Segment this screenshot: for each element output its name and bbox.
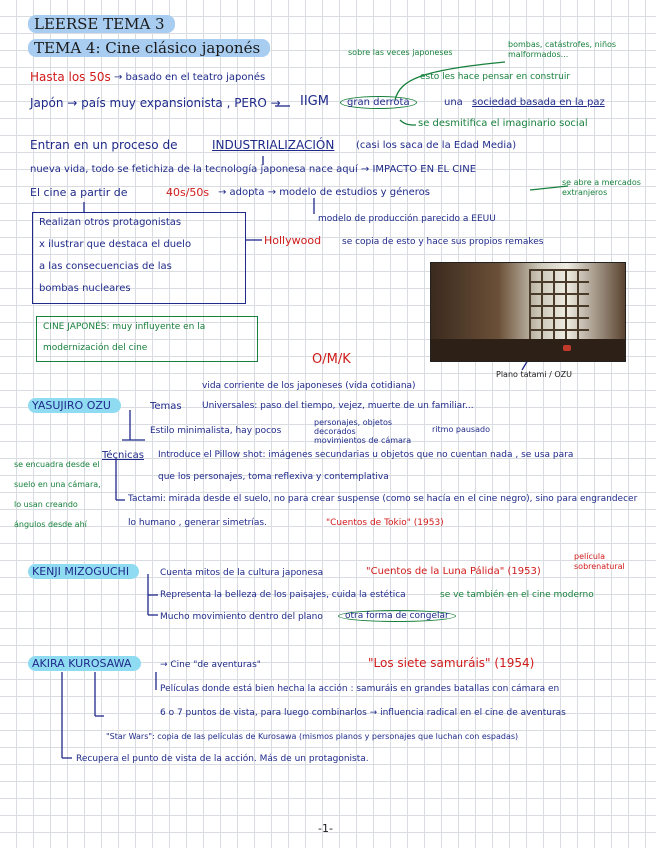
ozu-side3: lo usan creando bbox=[14, 500, 78, 509]
intro-40s50s: 40s/50s bbox=[166, 186, 210, 199]
ozu-side2: suelo en una cámara, bbox=[14, 480, 101, 489]
kurosawa-l2: Películas donde está bien hecha la acción : samuráis en grandes batallas con cámara en bbox=[160, 684, 560, 694]
ozu-name: YASUJIRO OZU bbox=[28, 398, 121, 413]
intro-hollywood-rest: se copia de esto y hace sus propios remakes bbox=[342, 237, 544, 247]
intro-cine-partir: El cine a partir de bbox=[30, 186, 128, 199]
ozu-estilo-a: personajes, objetos bbox=[314, 418, 393, 427]
ozu-cuentos-tokio: "Cuentos de Tokio" (1953) bbox=[326, 518, 444, 528]
box-l3: a las consecuencias de las bbox=[39, 261, 172, 272]
ozu-tecnicas: Técnicas bbox=[102, 450, 145, 461]
ozu-tec-b1: Tactami: mirada desde el suelo, no para crear suspense (como se hacía en el cine negro), sino para engrandecer bbox=[128, 494, 638, 504]
ozu-side4: ángulos desde ahí bbox=[14, 520, 87, 529]
mizoguchi-l2-green: se ve también en el cine moderno bbox=[440, 590, 594, 600]
kurosawa-samurais: "Los siete samuráis" (1954) bbox=[368, 656, 535, 670]
intro-modelo-eeuu: modelo de producción parecido a EEUU bbox=[318, 214, 496, 224]
mizoguchi-l2: Representa la belleza de los paisajes, cuida la estética bbox=[160, 590, 406, 600]
mizoguchi-luna: "Cuentos de la Luna Pálida" (1953) bbox=[366, 566, 541, 577]
box-cine-japones bbox=[36, 316, 258, 362]
ozu-side1: se encuadra desde el bbox=[14, 460, 100, 469]
intro-adopta: → adopta → modelo de estudios y géneros bbox=[218, 187, 430, 198]
title-leerse: LEERSE TEMA 3 bbox=[28, 15, 175, 33]
ozu-temas-a: vida corriente de los japoneses (vida cotidiana) bbox=[202, 381, 416, 391]
intro-l1-rest: → basado en el teatro japonés bbox=[114, 72, 266, 83]
intro-mercados: se abre a mercados extranjeros bbox=[562, 178, 641, 197]
mizoguchi-l3: Mucho movimiento dentro del plano bbox=[160, 612, 323, 622]
box-protagonistas bbox=[32, 212, 246, 304]
page-number: -1- bbox=[318, 822, 333, 835]
mizoguchi-l1: Cuenta mitos de la cultura japonesa bbox=[160, 568, 324, 578]
kurosawa-l1: → Cine "de aventuras" bbox=[160, 660, 261, 670]
intro-igm: IIGM bbox=[300, 94, 329, 109]
intro-l2-left: Japón → país muy expansionista , PERO → bbox=[30, 96, 281, 110]
intro-esto-note: esto les hace pensar en construir bbox=[420, 72, 571, 82]
box2-l1: CINE JAPONÉS: muy influyente en la bbox=[43, 322, 206, 332]
film-still-image bbox=[430, 262, 626, 362]
intro-entran: Entran en un proceso de bbox=[30, 138, 178, 152]
mizoguchi-note: película sobrenatural bbox=[574, 552, 625, 571]
intro-sociedad: sociedad basada en la paz bbox=[472, 97, 605, 108]
photo-caption: Plano tatami / OZU bbox=[496, 370, 572, 379]
ozu-tec-b2: lo humano , generar simetrías. bbox=[128, 518, 267, 528]
kurosawa-l4: "Star Wars": copia de las películas de Kurosawa (mismos planos y personajes que luchan con espadas) bbox=[106, 732, 519, 741]
title-tema: TEMA 4: Cine clásico japonés bbox=[28, 39, 270, 57]
box2-l2: modernización del cine bbox=[43, 343, 148, 353]
intro-industrializacion: INDUSTRIALIZACIÓN bbox=[212, 138, 335, 152]
mizoguchi-ellipse: otra forma de congelar bbox=[338, 610, 456, 622]
box-l2: x ilustrar que destaca el duelo bbox=[39, 239, 192, 250]
intro-hollywood: Hollywood bbox=[264, 234, 322, 247]
intro-l1-red: Hasta los 50s bbox=[30, 70, 111, 84]
intro-green-note: sobre las veces japoneses bbox=[348, 48, 453, 57]
ozu-tec-a2: que los personajes, toma reflexiva y contemplativa bbox=[158, 472, 389, 482]
intro-una: una bbox=[444, 97, 463, 108]
ozu-tec-a1: Introduce el Pillow shot: imágenes secundarias u objetos que no cuentan nada , se usa para bbox=[158, 450, 574, 460]
ozu-estilo: Estilo minimalista, hay pocos bbox=[150, 426, 282, 436]
intro-edad-media: (casi los saca de la Edad Media) bbox=[356, 140, 517, 151]
intro-note-tr: bombas, catástrofes, niños malformados... bbox=[508, 40, 617, 59]
ozu-temas-b: Universales: paso del tiempo, vejez, muerte de un familiar... bbox=[202, 401, 474, 411]
ozu-estilo-c: movimientos de cámara bbox=[314, 436, 412, 445]
omk-label: O/M/K bbox=[312, 352, 351, 367]
intro-derrota: gran derrota bbox=[340, 96, 417, 109]
intro-nueva-vida: nueva vida, todo se fetichiza de la tecnología japonesa nace aquí → IMPACTO EN EL CINE bbox=[30, 164, 477, 175]
ozu-estilo-b: decorados bbox=[314, 427, 356, 436]
ozu-ritmo: ritmo pausado bbox=[432, 425, 490, 434]
box-l1: Realizan otros protagonistas bbox=[39, 217, 182, 228]
kurosawa-l3: 6 o 7 puntos de vista, para luego combinarlos → influencia radical en el cine de aventuras bbox=[160, 708, 566, 718]
kurosawa-name: AKIRA KUROSAWA bbox=[28, 656, 141, 671]
kurosawa-l5: Recupera el punto de vista de la acción. Más de un protagonista. bbox=[76, 754, 369, 764]
mizoguchi-name: KENJI MIZOGUCHI bbox=[28, 564, 139, 579]
intro-desmitifica: se desmitifica el imaginario social bbox=[418, 118, 588, 129]
box-l4: bombas nucleares bbox=[39, 283, 131, 294]
ozu-temas: Temas bbox=[150, 401, 182, 412]
